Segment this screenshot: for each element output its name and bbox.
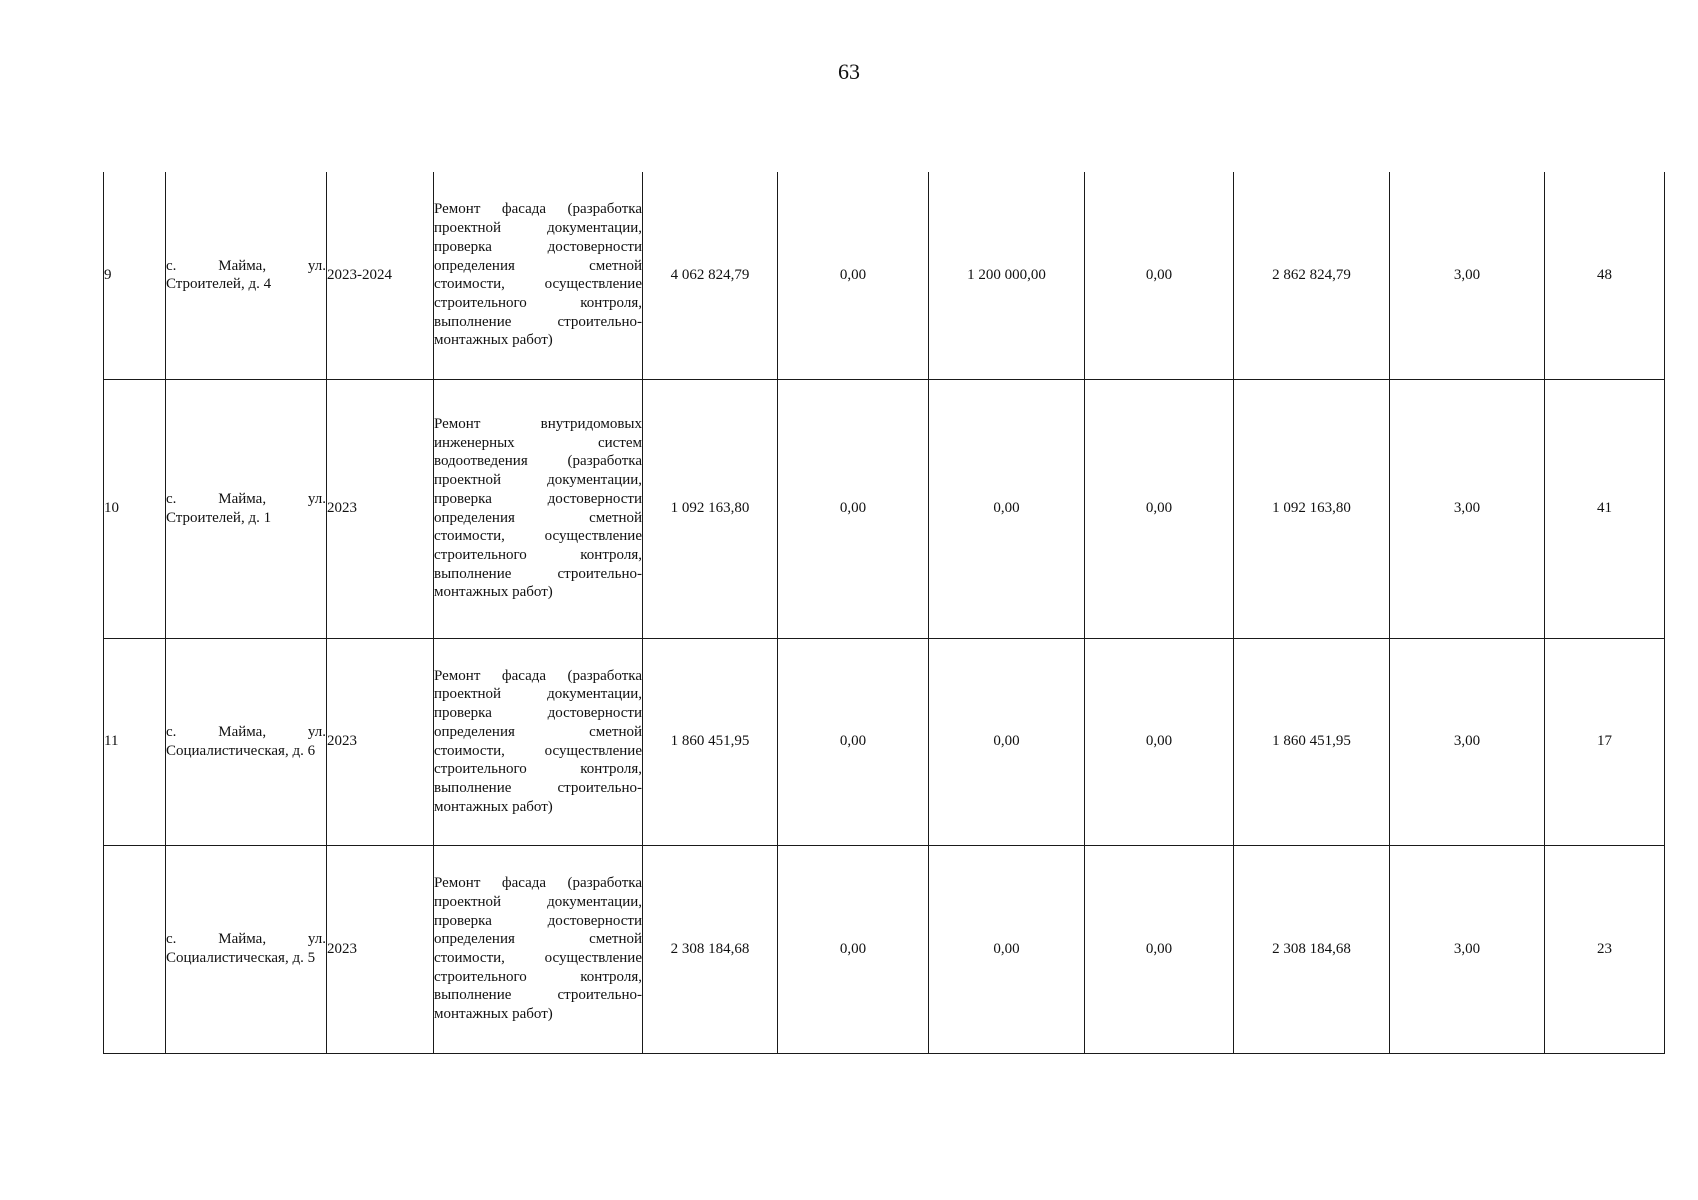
- total-cost-cell: 1 860 451,95: [643, 638, 778, 845]
- page-number: 63: [838, 59, 860, 84]
- value-cell: 17: [1545, 638, 1665, 845]
- row-number-cell: 10: [104, 379, 166, 638]
- years-cell: 2023: [327, 638, 434, 845]
- work-description-cell: Ремонт внутридомовых инженерных систем водоотведения (разработка проектной документации, проверка достоверности определения сметной стоимости, осуществление строительного контроля, выполнение строительно-монтажных работ): [434, 379, 643, 638]
- value-cell: 0,00: [1085, 172, 1234, 379]
- value-cell: 41: [1545, 379, 1665, 638]
- value-cell: 0,00: [778, 379, 929, 638]
- value-cell: 2 308 184,68: [1234, 845, 1390, 1053]
- value-cell: 1 092 163,80: [1234, 379, 1390, 638]
- work-description-cell: Ремонт фасада (разработка проектной документации, проверка достоверности определения сметной стоимости, осуществление строительного контроля, выполнение строительно-монтажных работ): [434, 638, 643, 845]
- address-cell: с. Майма, ул. Социалистическая, д. 6: [166, 638, 327, 845]
- table-row: [104, 172, 1665, 379]
- value-cell: 1 860 451,95: [1234, 638, 1390, 845]
- value-cell: 0,00: [778, 845, 929, 1053]
- value-cell: 0,00: [929, 845, 1085, 1053]
- table-row: [104, 379, 1665, 638]
- value-cell: 0,00: [929, 379, 1085, 638]
- table-row: [104, 845, 1665, 1053]
- row-number-cell: 11: [104, 638, 166, 845]
- years-cell: 2023: [327, 845, 434, 1053]
- value-cell: 1 200 000,00: [929, 172, 1085, 379]
- value-cell: 23: [1545, 845, 1665, 1053]
- address-cell: с. Майма, ул. Строителей, д. 1: [166, 379, 327, 638]
- address-cell: с. Майма, ул. Социалистическая, д. 5: [166, 845, 327, 1053]
- table-row: [104, 638, 1665, 845]
- work-description-cell: Ремонт фасада (разработка проектной документации, проверка достоверности определения сметной стоимости, осуществление строительного контроля, выполнение строительно-монтажных работ): [434, 172, 643, 379]
- value-cell: 3,00: [1390, 845, 1545, 1053]
- value-cell: 3,00: [1390, 638, 1545, 845]
- value-cell: 3,00: [1390, 379, 1545, 638]
- value-cell: 0,00: [929, 638, 1085, 845]
- row-number-cell: [104, 845, 166, 1053]
- value-cell: 3,00: [1390, 172, 1545, 379]
- value-cell: 2 862 824,79: [1234, 172, 1390, 379]
- repair-works-table: [103, 172, 1665, 1054]
- total-cost-cell: 1 092 163,80: [643, 379, 778, 638]
- years-cell: 2023-2024: [327, 172, 434, 379]
- value-cell: 0,00: [778, 172, 929, 379]
- address-cell: с. Майма, ул. Строителей, д. 4: [166, 172, 327, 379]
- value-cell: 0,00: [778, 638, 929, 845]
- row-number-cell: 9: [104, 172, 166, 379]
- value-cell: 0,00: [1085, 379, 1234, 638]
- value-cell: 0,00: [1085, 638, 1234, 845]
- years-cell: 2023: [327, 379, 434, 638]
- value-cell: 48: [1545, 172, 1665, 379]
- total-cost-cell: 4 062 824,79: [643, 172, 778, 379]
- total-cost-cell: 2 308 184,68: [643, 845, 778, 1053]
- value-cell: 0,00: [1085, 845, 1234, 1053]
- work-description-cell: Ремонт фасада (разработка проектной документации, проверка достоверности определения сметной стоимости, осуществление строительного контроля, выполнение строительно-монтажных работ): [434, 845, 643, 1053]
